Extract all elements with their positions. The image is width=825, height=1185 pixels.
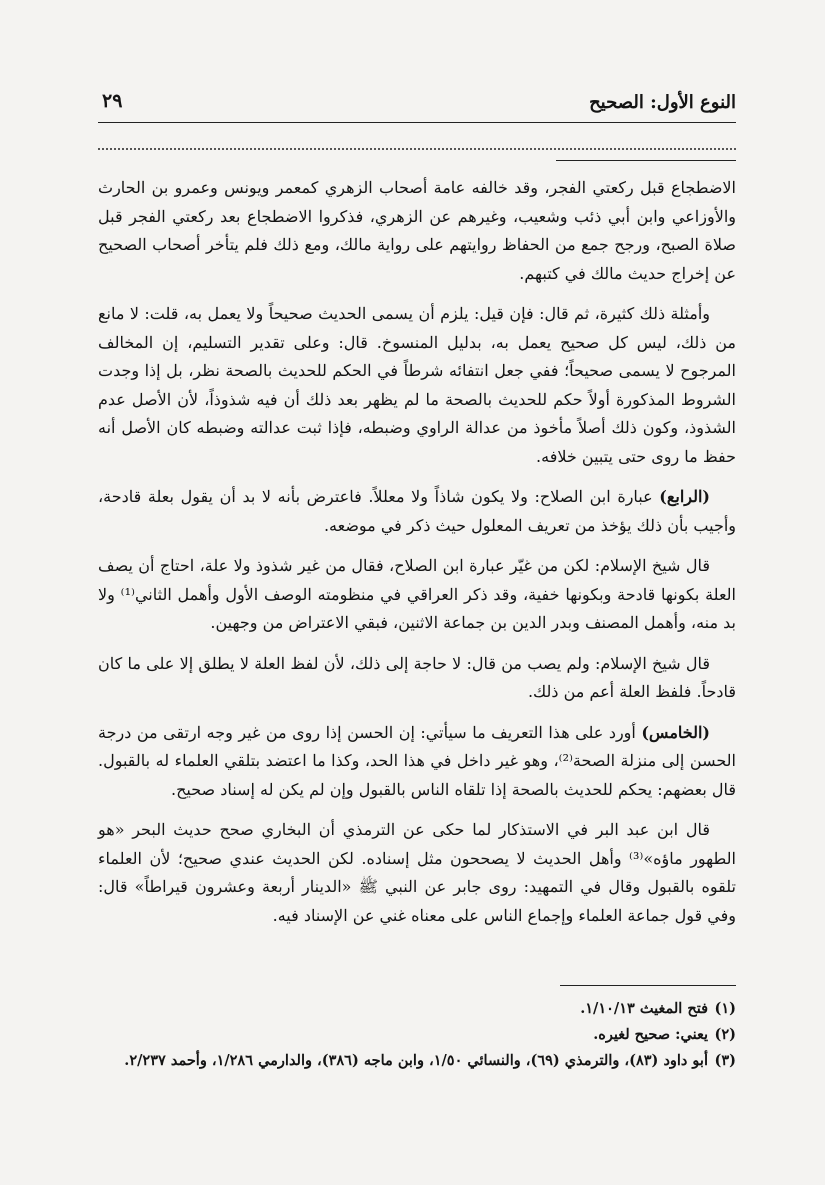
main-text: [98, 174, 736, 942]
running-title: النوع الأول: الصحيح: [589, 92, 736, 113]
paragraph: [98, 650, 736, 707]
paragraph-text: عبارة ابن الصلاح: ولا يكون شاذاً ولا معللاً. فاعترض بأنه لا بد أن يقول بعلة قادحة، وأجيب بأن ذلك يؤخذ من تعريف المعلول حيث ذكر في موضعه.: [98, 487, 736, 535]
section-short-rule: [556, 160, 736, 161]
paragraph-text: قال شيخ الإسلام: ولم يصب من قال: لا حاجة إلى ذلك، لأن لفظ العلة لا يطلق إلا على ما كان قادحاً. فلفظ العلة أعم من ذلك.: [98, 653, 736, 701]
paragraph: [98, 300, 736, 471]
paragraph-lead: (الرابع): [659, 487, 710, 506]
page-header: [98, 86, 736, 120]
footnotes: [98, 996, 736, 1074]
footnote-text: فتح المغيث ١/١٠/١٣.: [580, 1000, 708, 1017]
paragraph: [98, 174, 736, 288]
footnote-text: يعني: صحيح لغيره.: [593, 1026, 708, 1043]
footnote-rule: [560, 985, 736, 986]
paragraph-lead: (الخامس): [641, 722, 710, 742]
dotted-separator: [98, 148, 736, 150]
paragraph: [98, 816, 736, 930]
paragraph-text: وأمثلة ذلك كثيرة، ثم قال: فإن قيل: يلزم أن يسمى الحديث صحيحاً ولا يعمل به، قلت: لا مانع من ذلك، ليس كل صحيح يعمل به، بدليل المنسوخ. قال: وعلى تقدير التسليم، إن المخالف المرجوح لا يسمى صحيحاً؛ ففي جعل انتفائه شرطاً في الحكم للحديث بالصحة نظر، بل إذا وجدت الشروط المذكورة أولاً حكم للحديث بالصحة ما لم يظهر بعد ذلك أن فيه شذوذاً، لأن الأصل عدم الشذوذ، وكون ذلك أصلاً مأخوذ من عدالة الراوي وضبطه، فإذا ثبت عدالته وضبطه كان الأصل أنه حفظ ما روى حتى يتبين خلافه.: [98, 304, 736, 466]
footnote-number: (٢): [714, 1026, 736, 1043]
footnote: [98, 1048, 736, 1074]
footnote-number: (٣): [714, 1052, 736, 1069]
footnote-number: (١): [714, 1000, 736, 1017]
paragraph-text: الاضطجاع قبل ركعتي الفجر، وقد خالفه عامة أصحاب الزهري كمعمر ويونس وعمرو بن الحارث والأوزاعي وابن أبي ذئب وشعيب، وغيرهم عن الزهري، فذكروا الاضطجاع بعد ركعتي الفجر قبل صلاة الصبح، ورجح جمع من الحفاظ روايتهم على رواية مالك، ومع ذلك فلم يتأخر أصحاب الصحيح عن إخراج حديث مالك في كتبهم.: [98, 178, 736, 283]
paragraph: [98, 483, 736, 540]
footnote: [98, 1022, 736, 1048]
paragraph-text: أورد على هذا التعريف ما سيأتي: إن الحسن إذا روى من غير وجه ارتقى من درجة الحسن إلى منزلة الصحة⁽²⁾، وهو غير داخل في هذا الحد، وكذا ما اعتضد بتلقي العلماء له بالقبول. قال بعضهم: يحكم للحديث بالصحة إذا تلقاه الناس بالقبول وإن لم يكن له إسناد صحيح.: [98, 722, 736, 799]
paragraph: [98, 719, 736, 805]
header-rule: [98, 122, 736, 123]
paragraph-text: قال ابن عبد البر في الاستذكار لما حكى عن الترمذي أن البخاري صحح حديث البحر «هو الطهور ماؤه»⁽³⁾ وأهل الحديث لا يصححون مثل إسناده. لكن الحديث عندي صحيح؛ لأن العلماء تلقوه بالقبول وقال في التمهيد: روى جابر عن النبي ﷺ «الدينار أربعة وعشرون قيراطاً» قال: وفي قول جماعة العلماء وإجماع الناس على معناه غني عن الإسناد فيه.: [98, 820, 737, 925]
paragraph-text: قال شيخ الإسلام: لكن من غيّر عبارة ابن الصلاح، فقال من غير شذوذ ولا علة، احتاج أن يصف العلة بكونها قادحة وبكونها خفية، وقد ذكر العراقي في منظومته الوصف الأول وأهمل الثاني⁽¹⁾ ولا بد منه، وأهمل المصنف وبدر الدين بن جماعة الاثنين، فبقي الاعتراض من وجهين.: [98, 556, 736, 632]
footnote: [98, 996, 736, 1022]
page-number: ٢٩: [102, 90, 123, 112]
footnote-text: أبو داود (٨٣)، والترمذي (٦٩)، والنسائي ١/٥٠، وابن ماجه (٣٨٦)، والدارمي ١/٢٨٦، وأحمد ٢/٢٣٧.: [124, 1052, 708, 1069]
paragraph: [98, 552, 736, 638]
